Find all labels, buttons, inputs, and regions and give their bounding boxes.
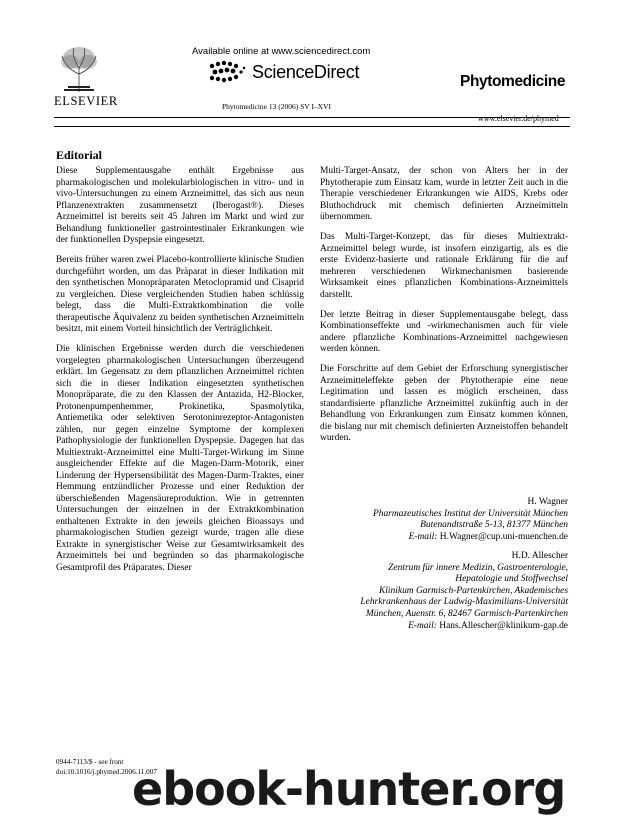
affiliation-line: Hepatologie und Stoffwechsel <box>455 574 568 585</box>
journal-citation: Phytomedicine 13 (2006) SV I–XVI <box>222 102 332 111</box>
journal-name: Phytomedicine <box>460 73 566 90</box>
left-column <box>56 166 304 583</box>
paragraph: Die klinischen Ergebnisse werden durch die verschiedenen vorgelegten pharmakologischen Untersuchungen überzeugend erklärt. Im Gegensatz zu dem pflanzlichen Arzneimittel richten sich die in dieser Indikation eingesetzten synthetischen Monopräparate, die zu den Klassen der Antazida, H2-Blocker, Protonenpumpenhemmer, Prokinetika, Spasmolytika, Antiemetika oder selektiven Serotoninrezeptor-Antagonisten zählen, nur gegen einzelne Symptome der komplexen Pathophysiologie der funktionellen Dyspepsie. Dagegen hat das Multiextrakt-Arzneimittel eine Multi-Target-Wirkung im Sinne ausgleichender Effekte auf die Magen-Darm-Motorik, einer Linderung der Hypersensibilität des Magen-Darm-Traktes, einer Hemmung entzündlicher Prozesse und einer Reduktion der überschießenden Magensäureproduktion. Wie in getrennten Untersuchungen der einzelnen in der Extraktkombination enthaltenen Extrakte in den jeweils gleichen Bioassays und pharmakologischen Studien gezeigt wurde, tragen alle diese Extrakte in synergistischer Weise zur Gesamtwirksamkeit des Arzneimittels bei und begründen so das pharmakologische Gesamtprofil des Präparates. Dieser <box>56 344 304 573</box>
paragraph: Bereits früher waren zwei Placebo-kontrollierte klinische Studien durchgeführt worden, um das Präparat in dieser Indikation mit den synthetischen Monopräparaten Metoclopramid und Cisaprid zu vergleichen. Diese vergleichenden Studien haben schlüssig belegt, dass die Multi-Extraktkombination die volle therapeutische Äquivalenz zu beiden synthetischen Arzneimitteln besitzt, mit einem Vorteil hinsichtlich der Verträglichkeit. <box>56 255 304 334</box>
email-label: E-mail: <box>408 620 437 631</box>
author-name: H.D. Allescher <box>511 551 568 561</box>
header-rule-lower <box>54 126 570 127</box>
sciencedirect-logo <box>208 60 359 84</box>
author-email[interactable]: H.Wagner@cup.uni-muenchen.de <box>439 531 568 542</box>
sciencedirect-mark-icon <box>208 60 248 84</box>
available-online-text: Available online at www.sciencedirect.com <box>192 46 371 57</box>
watermark: ebook-hunter.org <box>132 762 566 816</box>
paragraph: Der letzte Beitrag in dieser Supplementausgabe belegt, dass Kombinationseffekte und -wirkmechanismen auch für viele andere pflanzliche Kombinations-Arzneimittel nachgewiesen werden können. <box>320 309 568 354</box>
doi-line[interactable]: doi:10.1016/j.phymed.2006.11.007 <box>56 767 157 776</box>
paragraph: Multi-Target-Ansatz, der schon von Alters her in der Phytotherapie zum Einsatz kam, wurde in letzter Zeit auch in die Therapie verschiedener Erkrankungen wie AIDS, Krebs oder Bluthochdruck mit chemisch definierten Arzneimitteln übernommen. <box>320 166 568 222</box>
issn-line: 0944-7113/$ - see front <box>56 758 124 766</box>
paragraph: Diese Supplementausgabe enthält Ergebnisse aus pharmakologischen und molekularbiologischen in vitro- und in vivo-Untersuchungen zu einem Arzneimittel, das sich aus neun Pflanzenextrakten zusammensetzt (Iberogast®). Dieses Arzneimittel ist bereits seit 45 Jahren im Markt und wird zur Behandlung funktioneller gastrointestinaler Erkrankungen wie der funktionellen Dyspepsie eingesetzt. <box>56 166 304 245</box>
signature-allescher <box>320 551 568 632</box>
affiliation-line: Butenandtstraße 5-13, 81377 München <box>420 520 568 531</box>
elsevier-tree-logo-icon <box>56 44 102 94</box>
affiliation-line: Lehrkrankenhaus der Ludwig-Maximilians-Universität <box>360 597 568 608</box>
affiliation-line: Pharmazeutisches Institut der Universität München <box>372 508 568 519</box>
affiliation-line: Klinikum Garmisch-Partenkirchen, Akademisches <box>379 585 568 596</box>
author-name: H. Wagner <box>527 497 568 507</box>
publisher-name: ELSEVIER <box>54 94 118 108</box>
right-column <box>320 166 568 453</box>
affiliation-line: Zentrum für innere Medizin, Gastroenterologie, <box>388 562 568 573</box>
affiliation-line: München, Auenstr. 6, 82467 Garmisch-Partenkirchen <box>365 608 568 619</box>
signature-wagner <box>320 497 568 543</box>
article-heading: Editorial <box>56 148 103 162</box>
paragraph: Die Forschritte auf dem Gebiet der Erforschung synergistischer Arzneimitteleffekte geben der Phytotherapie eine neue Legitimation und lassen es möglich erscheinen, dass standardisierte pflanzliche Arzneimittel zukünftig auch in der Behandlung von Erkrankungen zum Einsatz kommen können, die bislang nur mit chemisch definierten Arzneistoffen behandelt wurden. <box>320 364 568 443</box>
author-email[interactable]: Hans.Allescher@klinikum-gap.de <box>439 620 568 631</box>
paragraph: Das Multi-Target-Konzept, das für dieses Multiextrakt-Arzneimittel belegt wurde, ist insofern einzigartig, als es die erste Evidenz-basierte und rationale Erklärung für die auf mehreren verschiedenen Wirkmechanismen basierende Wirksamkeit eines pflanzlichen Kombinations-Arzneimittels darstellt. <box>320 232 568 300</box>
journal-url[interactable]: www.elsevier.de/phymed <box>478 114 559 123</box>
sciencedirect-wordmark: ScienceDirect <box>252 61 360 82</box>
email-label: E-mail: <box>408 531 438 542</box>
